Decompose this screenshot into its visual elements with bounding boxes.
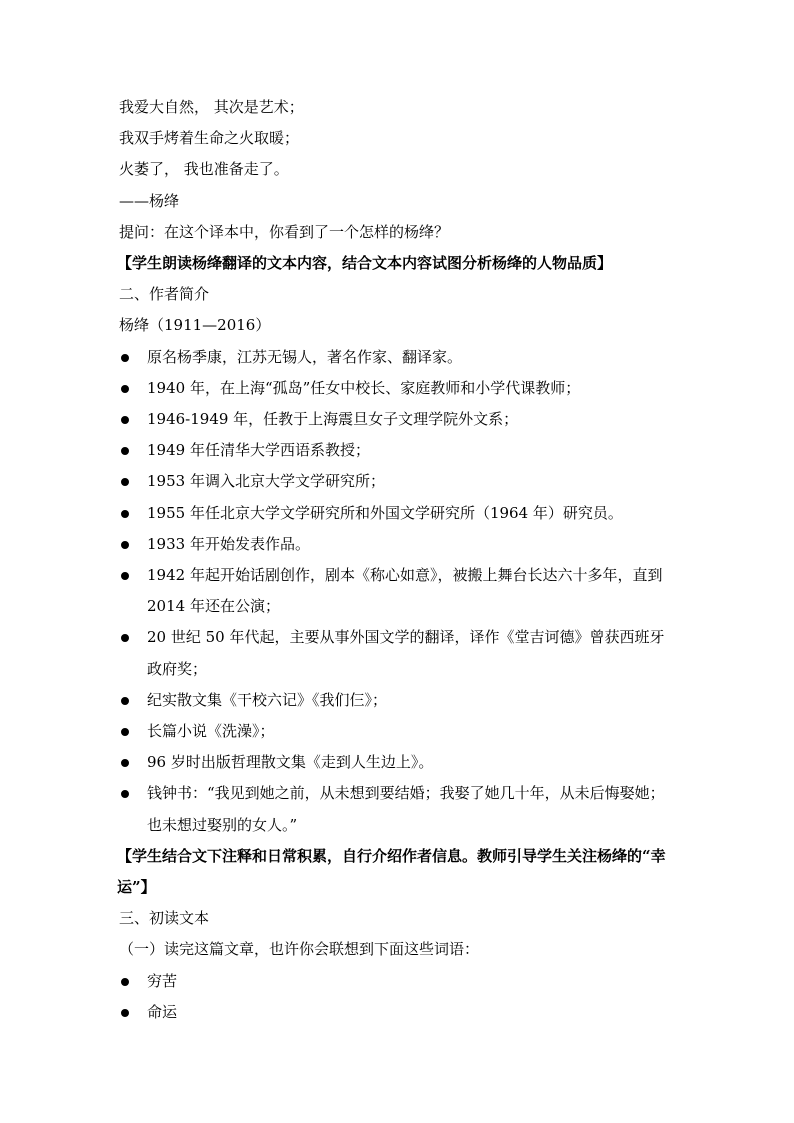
list-item-text: 纪实散文集《干校六记》《我们仨》；: [147, 690, 388, 709]
bullet-icon: [121, 572, 129, 580]
bullet-icon: [121, 1009, 129, 1017]
poem-line-3: 火萎了， 我也准备走了。: [119, 160, 289, 179]
author-name: 杨绛（1911—2016）: [119, 316, 271, 335]
list-item-text: 1940 年，在上海“孤岛”任女中校长、家庭教师和小学代课教师；: [147, 378, 581, 397]
bio-list: [119, 342, 679, 841]
list-item: [119, 747, 679, 778]
list-item-text: 20 世纪 50 年代起，主要从事外国文学的翻译，译作《堂吉诃德》曾获西班牙政府奖；: [147, 628, 665, 678]
list-item: [119, 778, 679, 840]
bullet-icon: [121, 510, 129, 518]
bullet-icon: [121, 447, 129, 455]
list-item-text: 1955 年任北京大学文学研究所和外国文学研究所（1964 年）研究员。: [147, 503, 623, 522]
list-item: [119, 498, 679, 529]
list-item-text: 96 岁时出版哲理散文集《走到人生边上》。: [147, 753, 434, 772]
bullet-icon: [121, 697, 129, 705]
poem-line-2: 我双手烤着生命之火取暖；: [119, 129, 300, 148]
list-item-text: 钱钟书：“我见到她之前，从未想到要结婚；我娶了她几十年，从未后悔娶她；也未想过娶别的女人。”: [147, 784, 665, 834]
list-item: [119, 622, 679, 684]
list-item: [119, 466, 679, 497]
list-item: [119, 966, 679, 997]
section-2-heading: 二、作者简介: [119, 285, 210, 304]
bullet-icon: [121, 478, 129, 486]
list-item-text: 1949 年任清华大学西语系教授；: [147, 441, 370, 460]
list-item-text: 1942 年起开始话剧创作，剧本《称心如意》，被搬上舞台长达六十多年，直到 2014 年还在公演；: [147, 566, 663, 616]
instruction-2: 【学生结合文下注释和日常积累，自行介绍作者信息。教师引导学生关注杨绛的“幸运”】: [117, 846, 666, 897]
list-item: [119, 435, 679, 466]
list-item-text: 1933 年开始发表作品。: [147, 534, 310, 553]
section-3-heading: 三、初读文本: [119, 909, 210, 928]
subsection-1-heading: （一）读完这篇文章，也许你会联想到下面这些词语：: [119, 940, 480, 959]
list-item: [119, 685, 679, 716]
instruction-1: 【学生朗读杨绛翻译的文本内容，结合文本内容试图分析杨绛的人物品质】: [117, 254, 613, 273]
list-item-text: 命运: [147, 1002, 178, 1021]
word-list: [119, 966, 679, 1028]
question-text: 提问：在这个译本中，你看到了一个怎样的杨绛？: [119, 222, 450, 241]
bullet-icon: [121, 416, 129, 424]
list-item: [119, 560, 679, 622]
bullet-icon: [121, 728, 129, 736]
list-item-text: 1953 年调入北京大学文学研究所；: [147, 472, 385, 491]
list-item: [119, 997, 679, 1028]
bullet-icon: [121, 790, 129, 798]
list-item: [119, 716, 679, 747]
bullet-icon: [121, 978, 129, 986]
list-item: [119, 373, 679, 404]
list-item: [119, 404, 679, 435]
list-item-text: 原名杨季康，江苏无锡人，著名作家、翻译家。: [147, 347, 463, 366]
poem-line-1: 我爱大自然， 其次是艺术；: [119, 98, 304, 116]
list-item: [119, 529, 679, 560]
bullet-icon: [121, 354, 129, 362]
list-item: [119, 342, 679, 373]
bullet-icon: [121, 634, 129, 642]
bullet-icon: [121, 759, 129, 767]
bullet-icon: [121, 385, 129, 393]
document-page: [119, 92, 679, 1028]
list-item-text: 长篇小说《洗澡》；: [147, 722, 275, 741]
bullet-icon: [121, 541, 129, 549]
poem-attribution: ——杨绛: [119, 191, 180, 210]
list-item-text: 穷苦: [147, 971, 178, 990]
list-item-text: 1946-1949 年，任教于上海震旦女子文理学院外文系；: [147, 410, 519, 429]
